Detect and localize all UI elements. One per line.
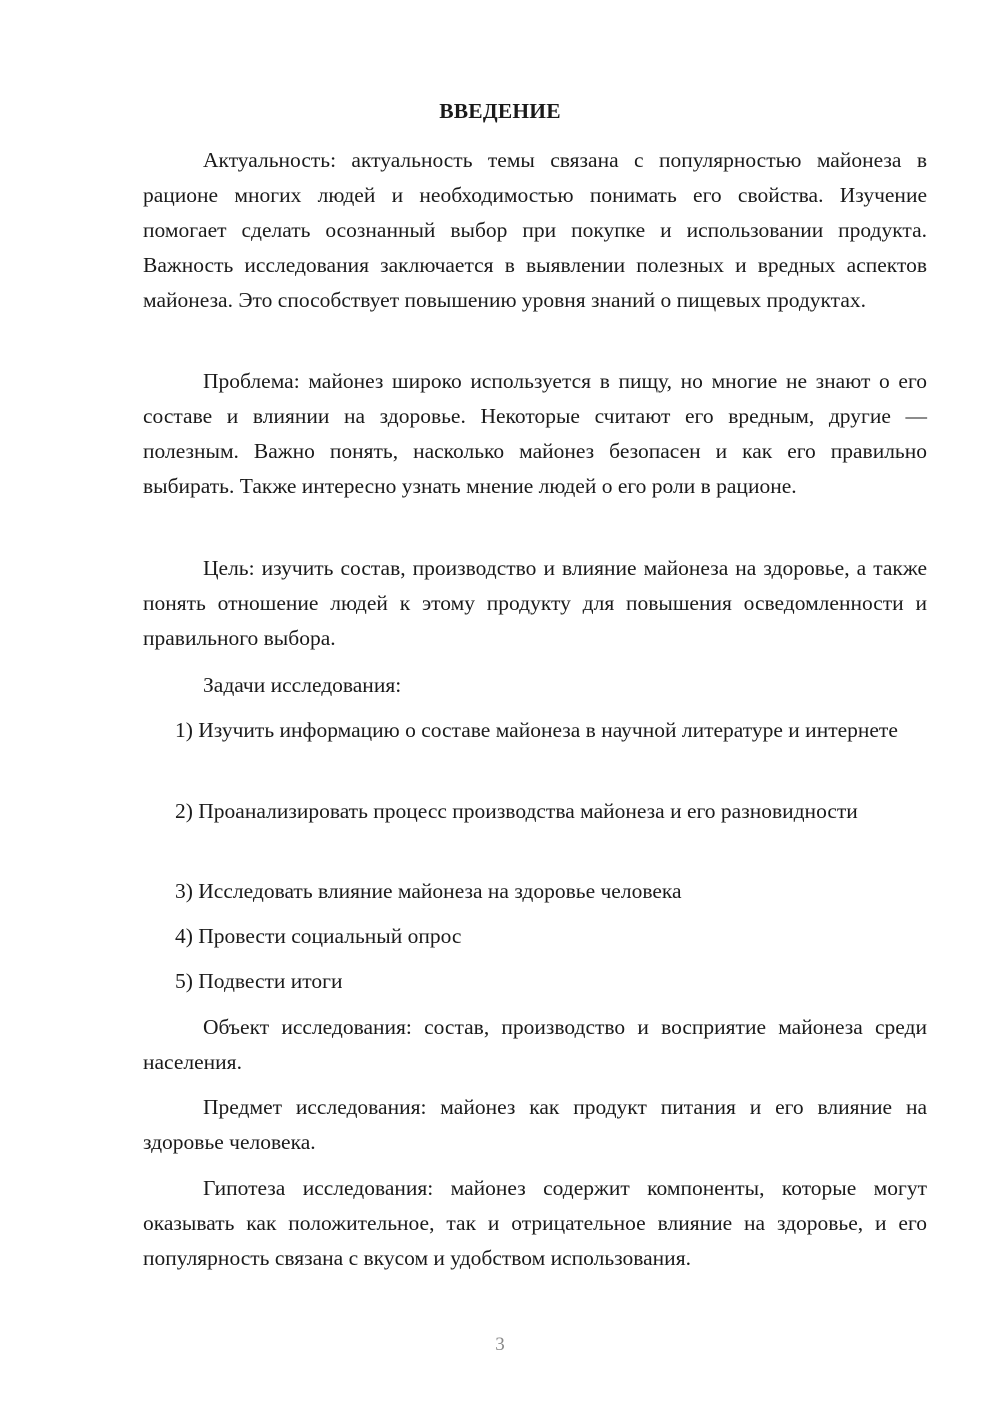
paragraph-goal: Цель: изучить состав, производство и влияние майонеза на здоровье, а также понять отношение людей к этому продукту для повышения осведомленности и правильного выбора. <box>143 556 927 650</box>
paragraph-problem: Проблема: майонез широко используется в пищу, но многие не знают о его составе и влиянии на здоровье. Некоторые считают его вредным, другие — полезным. Важно понять, насколько майонез безопасен и как его правильно выбирать. Также интересно узнать мнение людей о его роли в рационе. <box>143 369 927 498</box>
page-number: 3 <box>495 1334 505 1355</box>
task-item-2: 2) Проанализировать процесс производства майонеза и его разновидности <box>175 799 858 823</box>
section-title: ВВЕДЕНИЕ <box>439 99 561 123</box>
paragraph-hypothesis: Гипотеза исследования: майонез содержит компоненты, которые могут оказывать как положительное, так и отрицательное влияние на здоровье, и его популярность связана с вкусом и удобством использования. <box>143 1176 927 1270</box>
task-item-5: 5) Подвести итоги <box>175 969 343 993</box>
paragraph-object: Объект исследования: состав, производство и восприятие майонеза среди населения. <box>143 1015 927 1074</box>
task-item-1: 1) Изучить информацию о составе майонеза в научной литературе и интернете <box>175 718 898 742</box>
tasks-heading: Задачи исследования: <box>203 673 402 697</box>
task-item-3: 3) Исследовать влияние майонеза на здоровье человека <box>175 879 682 903</box>
paragraph-subject: Предмет исследования: майонез как продукт питания и его влияние на здоровье человека. <box>143 1095 927 1154</box>
paragraph-relevance: Актуальность: актуальность темы связана с популярностью майонеза в рационе многих людей и необходимостью понимать его свойства. Изучение помогает сделать осознанный выбор при покупке и использовании продукта. Важность исследования заключается в выявлении полезных и вредных аспектов майонеза. Это способствует повышению уровня знаний о пищевых продуктах. <box>143 148 927 312</box>
task-item-4: 4) Провести социальный опрос <box>175 924 462 948</box>
